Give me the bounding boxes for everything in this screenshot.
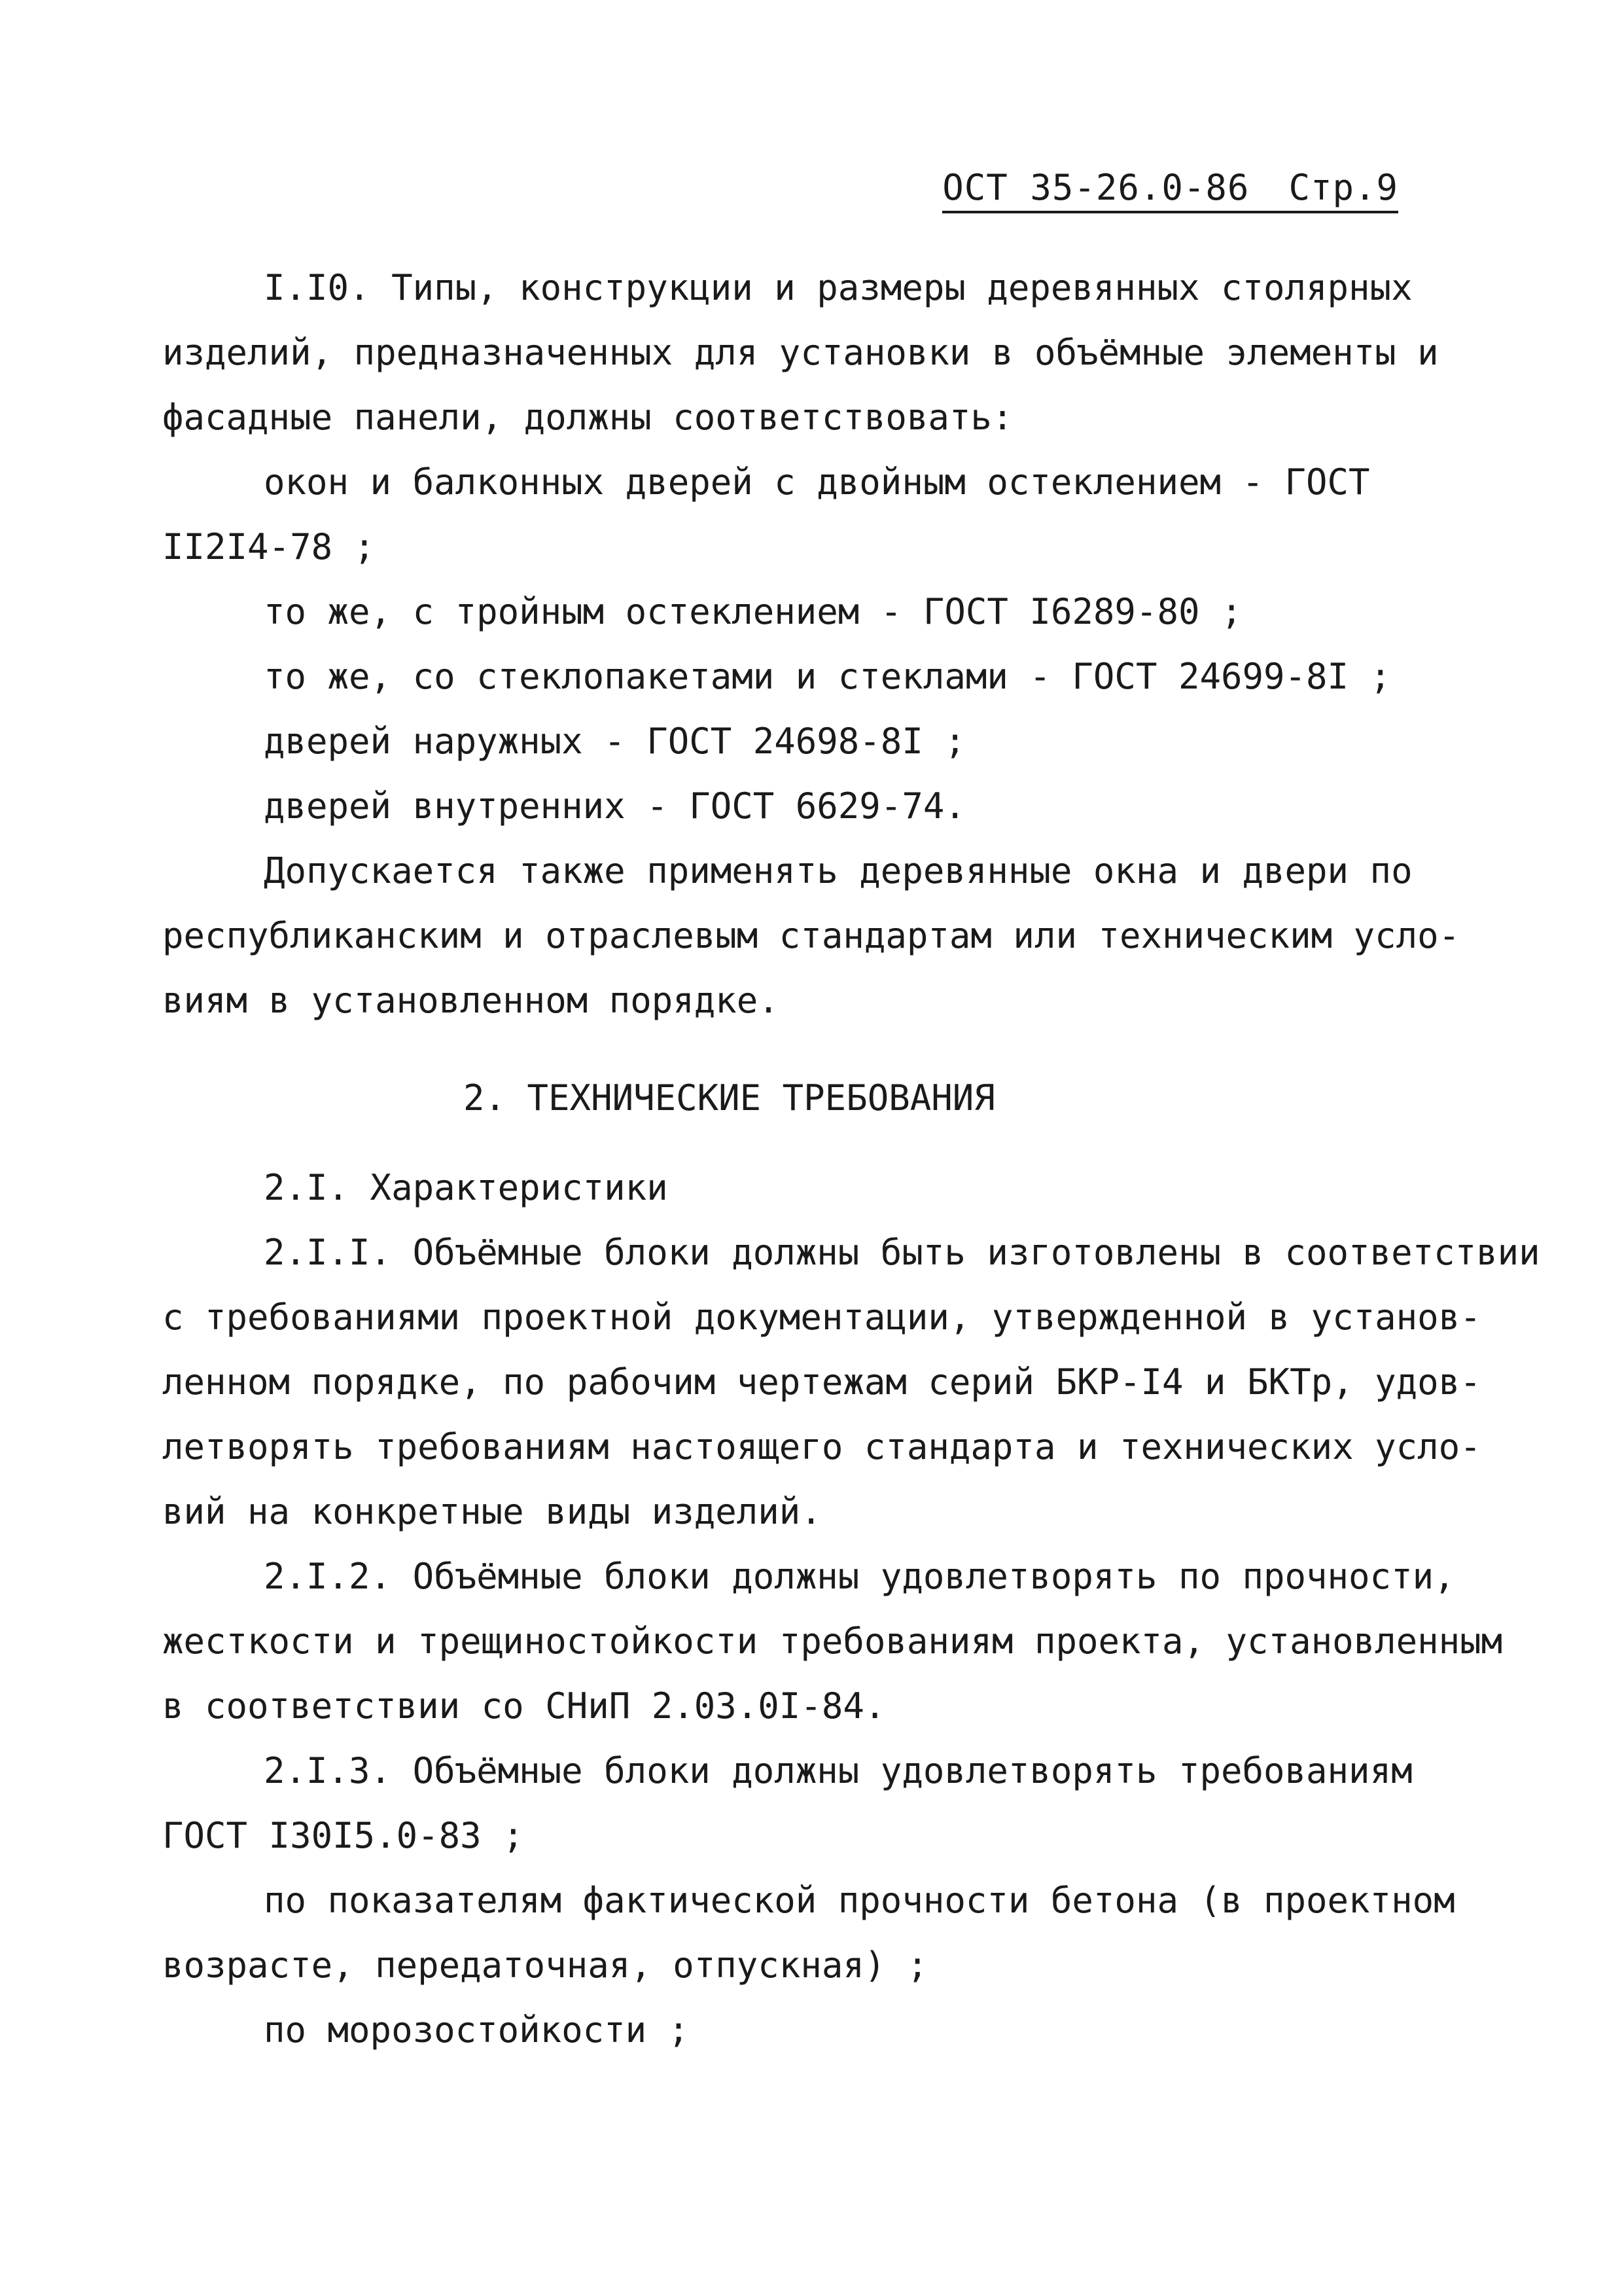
list-item-concrete-strength: по показателям фактической прочности бетона (в проектном	[264, 1880, 1455, 1921]
text-line: изделий, предназначенных для установки в объёмные элементы и	[162, 332, 1439, 373]
text-line: ГОСТ I30I5.0-83 ;	[162, 1815, 524, 1856]
list-item-exterior-doors: дверей наружных - ГОСТ 24698-8I ;	[264, 721, 966, 762]
text-line: жесткости и трещиностойкости требованиям проекта, установленным	[162, 1621, 1503, 1662]
page-number: Стр.9	[1288, 167, 1398, 208]
text-line: фасадные панели, должны соответствовать:	[162, 397, 1014, 438]
paragraph-2-1-2: 2.I.2. Объёмные блоки должны удовлетворять по прочности,	[264, 1556, 1455, 1597]
text-line: ленном порядке, по рабочим чертежам серий БКР-I4 и БКТр, удов-	[162, 1361, 1481, 1403]
paragraph-1-10: I.I0. Типы, конструкции и размеры деревянных столярных	[264, 267, 1413, 308]
paragraph-2-1-3: 2.I.3. Объёмные блоки должны удовлетворять требованиям	[264, 1750, 1413, 1791]
text-line: республиканским и отраслевым стандартам или техническим усло-	[162, 915, 1460, 956]
document-body	[162, 255, 1540, 2062]
section-heading: 2. ТЕХНИЧЕСКИЕ ТРЕБОВАНИЯ	[463, 1077, 995, 1119]
list-item-glass-units: то же, со стеклопакетами и стеклами - ГОСТ 24699-8I ;	[264, 656, 1392, 697]
subsection-heading: 2.I. Характеристики	[264, 1167, 668, 1208]
text-line: виям в установленном порядке.	[162, 980, 779, 1021]
list-item-interior-doors: дверей внутренних - ГОСТ 6629-74.	[264, 785, 966, 827]
list-item-frost-resistance: по морозостойкости ;	[264, 2009, 690, 2051]
page-header	[942, 167, 1398, 213]
text-line: в соответствии со СНиП 2.03.0I-84.	[162, 1685, 886, 1727]
paragraph-2-1-1: 2.I.I. Объёмные блоки должны быть изготовлены в соответствии	[264, 1232, 1540, 1273]
list-item-triple-glazing: то же, с тройным остеклением - ГОСТ I6289-80 ;	[264, 591, 1243, 632]
text-line: вий на конкретные виды изделий.	[162, 1491, 822, 1532]
text-line: с требованиями проектной документации, утвержденной в установ-	[162, 1297, 1481, 1338]
text-line: летворять требованиям настоящего стандарта и технических усло-	[162, 1426, 1481, 1467]
list-item-windows: окон и балконных дверей с двойным остеклением - ГОСТ	[264, 461, 1370, 503]
document-code: ОСТ 35-26.0-86	[942, 167, 1250, 208]
text-line: II2I4-78 ;	[162, 526, 376, 567]
paragraph-allowance: Допускается также применять деревянные окна и двери по	[264, 850, 1413, 891]
text-line: возрасте, передаточная, отпускная) ;	[162, 1945, 928, 1986]
